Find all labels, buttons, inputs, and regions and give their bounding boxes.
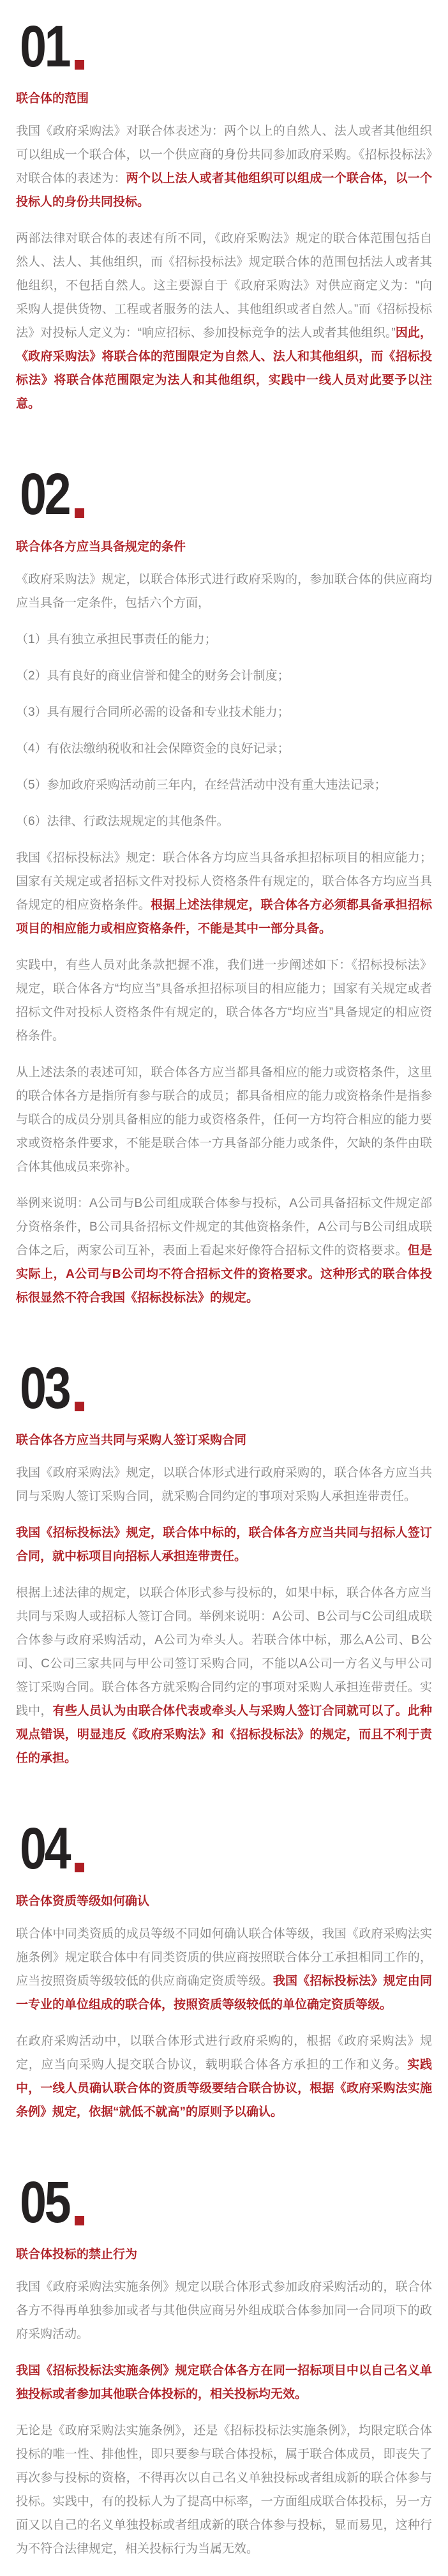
body-text-run: 实践中，有些人员对此条款把握不准，我们进一步阐述如下：《招标投标法》规定，联合体各方“均应当”具备承担招标项目的相应能力；国家有关规定或者招标文件对投标人资格条件有规定的，联合体各方“均应当”具备规定的相应资格条件。 (16, 958, 432, 1043)
emphasis-text-run: 我国《招标投标法》规定，联合体中标的，联合体各方应当共同与招标人签订合同，就中标项目向招标人承担连带责任。 (16, 1526, 432, 1564)
paragraph (16, 568, 432, 615)
paragraph (16, 1922, 432, 2017)
emphasis-text-run: 但是实际上，A公司与B公司均不符合招标文件的资格要求。这种形式的联合体投标很显然不符合我国《招标投标法》的规定。 (16, 1243, 432, 1305)
body-text-run: 我国《政府采购法》对联合体表述为：两个以上的自然人、法人或者其他组织可以组成一个联合体，以一个供应商的身份共同参加政府采购。《招标投标法》对联合体的表述为： (16, 125, 432, 186)
paragraph (16, 119, 432, 214)
body-text-run: （4）有依法缴纳税收和社会保障资金的良好记录； (16, 741, 290, 755)
section-number (20, 1816, 432, 1882)
red-square-period-icon (75, 60, 84, 70)
body-text-run: 无论是《政府采购法实施条例》，还是《招标投标法实施条例》，均限定联合体投标的唯一性、排他性，即只要参与联合体投标，属于联合体成员，即丧失了再次参与投标的资格，不得再次以自己名义单独投标或者组成新的联合体参与投标。实践中，有的投标人为了提高中标率，一方面组成联合体投标，另一方面又以自己的名义单独投标或者组成新的联合体参与投标，显而易见，这种行为不符合法律规定，相关投标行为当属无效。 (16, 2424, 432, 2556)
body-text-run: 我国《招标投标法》规定：联合体各方均应当具备承担招标项目的相应能力；国家有关规定或者招标文件对投标人资格条件有规定的，联合体各方均应当具备规定的相应资格条件。 (16, 851, 432, 912)
section-heading: 联合体投标的禁止行为 (16, 2248, 138, 2262)
body-text-run: 联合体中同类资质的成员等级不同如何确认联合体等级，我国《政府采购法实施条例》规定联合体中有同类资质的供应商按照联合体分工承担相同工作的，应当按照资质等级较低的供应商确定资质等级。 (16, 1927, 432, 1988)
red-square-period-icon (75, 508, 84, 518)
paragraph (16, 953, 432, 1048)
article-section-05 (16, 2169, 432, 2561)
body-text-run: （5）参加政府采购活动前三年内，在经营活动中没有重大违法记录； (16, 778, 387, 792)
red-square-period-icon (75, 2216, 84, 2225)
paragraph (16, 1061, 432, 1179)
article-section-01 (16, 14, 432, 416)
emphasis-text-run: 根据上述法律规定，联合体各方必须都具备承担招标项目的相应能力或相应资格条件，不能是其中一部分具备。 (16, 898, 432, 936)
paragraph (16, 2029, 432, 2124)
body-text-run: 举例来说明：A公司与B公司组成联合体参与投标，A公司具备招标文件规定部分资格条件，B公司具备招标文件规定的其他资格条件，A公司与B公司组成联合体之后，两家公司互补，表面上看起来好像符合招标文件的资格要求。 (16, 1196, 432, 1257)
article-section-02 (16, 462, 432, 1309)
emphasis-text-run: 我国《招标投标法》规定由同一专业的单位组成的联合体，按照资质等级较低的单位确定资质等级。 (16, 1974, 432, 2012)
paragraph (16, 2359, 432, 2406)
section-number (20, 2169, 432, 2235)
red-square-period-icon (75, 1863, 84, 1872)
paragraph (16, 701, 432, 724)
paragraph (16, 628, 432, 651)
paragraph (16, 1461, 432, 1508)
section-heading: 联合体资质等级如何确认 (16, 1894, 150, 1908)
section-number (20, 14, 432, 79)
section-heading: 联合体的范围 (16, 92, 89, 106)
emphasis-text-run: 两个以上法人或者其他组织可以组成一个联合体，以一个投标人的身份共同投标。 (16, 172, 432, 209)
paragraph (16, 227, 432, 416)
paragraph (16, 2275, 432, 2346)
body-text-run: 两部法律对联合体的表述有所不同，《政府采购法》规定的联合体范围包括自然人、法人、其他组织，而《招标投标法》规定联合体的范围包括法人或者其他组织，不包括自然人。这主要源自于《政府采购法》对供应商定义为：“向采购人提供货物、工程或者服务的法人、其他组织或者自然人。”而《招标投标法》对投标人定义为：“响应招标、参加投标竞争的法人或者其他组织。” (16, 232, 432, 340)
paragraph (16, 1581, 432, 1770)
article-section-03 (16, 1355, 432, 1770)
body-text-run: （1）具有独立承担民事责任的能力； (16, 632, 217, 646)
body-text-run: 从上述法条的表述可知，联合体各方应当都具备相应的能力或资格条件，这里的联合体各方是指所有参与联合的成员；都具备相应的能力或资格条件是指参与联合的成员分别具备相应的能力或资格条件，任何一方均符合相应的能力要求或资格条件要求，不能是联合体一方具备部分能力或条件，欠缺的条件由联合体其他成员来弥补。 (16, 1065, 432, 1174)
body-text-run: 我国《政府采购法实施条例》规定以联合体形式参加政府采购活动的，联合体各方不得再单独参加或者与其他供应商另外组成联合体参加同一合同项下的政府采购活动。 (16, 2280, 432, 2342)
body-text-run: 我国《政府采购法》规定，以联合体形式进行政府采购的，联合体各方应当共同与采购人签订采购合同，就采购合同约定的事项对采购人承担连带责任。 (16, 1466, 432, 1504)
body-text-run: 《政府采购法》规定，以联合体形式进行政府采购的，参加联合体的供应商均应当具备一定条件，包括六个方面， (16, 572, 432, 610)
paragraph (16, 846, 432, 941)
paragraph (16, 737, 432, 761)
emphasis-text-run: 实践中，一线人员确认联合体的资质等级要结合联合协议，根据《政府采购法实施条例》规定，依据“就低不就高”的原则予以确认。 (16, 2057, 432, 2119)
body-text-run: 在政府采购活动中，以联合体形式进行政府采购的，根据《政府采购法》规定，应当向采购人提交联合协议，载明联合体各方承担的工作和义务。 (16, 2034, 432, 2072)
emphasis-text-run: 因此，《政府采购法》将联合体的范围限定为自然人、法人和其他组织，而《招标投标法》将联合体范围限定为法人和其他组织，实践中一线人员对此要予以注意。 (16, 326, 432, 411)
body-text-run: （2）具有良好的商业信誉和健全的财务会计制度； (16, 669, 290, 683)
paragraph (16, 2419, 432, 2561)
emphasis-text-run: 我国《招标投标法实施条例》规定联合体各方在同一招标项目中以自己名义单独投标或者参加其他联合体投标的，相关投标均无效。 (16, 2364, 432, 2402)
section-number-digits: 02 (20, 462, 70, 527)
paragraph (16, 664, 432, 688)
section-number (20, 1355, 432, 1421)
article-section-04 (16, 1816, 432, 2123)
section-number-digits: 01 (20, 14, 70, 79)
red-square-period-icon (75, 1402, 84, 1411)
section-number-digits: 03 (20, 1355, 70, 1421)
section-heading: 联合体各方应当共同与采购人签订采购合同 (16, 1434, 247, 1448)
paragraph (16, 810, 432, 833)
section-heading: 联合体各方应当具备规定的条件 (16, 540, 186, 554)
body-text-run: （3）具有履行合同所必需的设备和专业技术能力； (16, 705, 290, 719)
paragraph (16, 773, 432, 797)
section-number-digits: 04 (20, 1816, 70, 1882)
body-text-run: 根据上述法律的规定，以联合体形式参与投标的，如果中标，联合体各方应当共同与采购人或招标人签订合同。举例来说明：A公司、B公司与C公司组成联合体参与政府采购活动，A公司为牵头人。若联合体中标，那么A公司、B公司、C公司三家共同与甲公司签订采购合同，不能以A公司一方名义与甲公司签订采购合同。联合体各方就采购合同约定的事项对采购人承担连带责任。实践中， (16, 1586, 432, 1718)
section-number (20, 462, 432, 527)
paragraph (16, 1521, 432, 1568)
section-number-digits: 05 (20, 2169, 70, 2235)
paragraph (16, 1192, 432, 1310)
emphasis-text-run: 有些人员认为由联合体代表或牵头人与采购人签订合同就可以了。此种观点错误，明显违反《政府采购法》和《招标投标法》的规定，而且不利于责任的承担。 (16, 1704, 432, 1766)
body-text-run: （6）法律、行政法规规定的其他条件。 (16, 814, 229, 828)
